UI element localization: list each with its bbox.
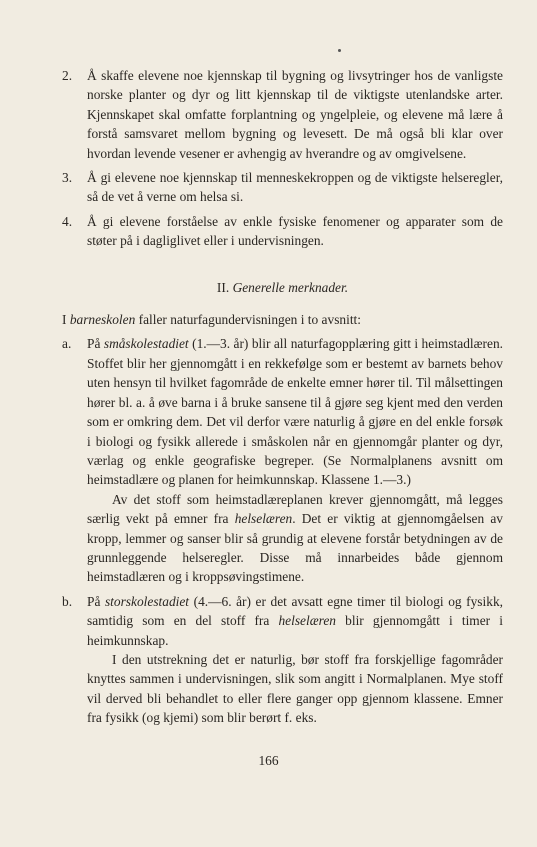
list-item: [62, 168, 503, 207]
item-text: Å skaffe elevene noe kjennskap til bygning og livsytringer hos de vanligste norske planter og dyr og litt kjennskap til de viktigste utenlandske arter. Kjennskapet skal omfatte forplantning og yngelpleie, og elevene må lære å forstå samsvaret mellom bygning og levesett. De må også bli klar over hvordan levende vesener er avhengig av hverandre og av omgivelsene.: [87, 68, 503, 161]
item-number: 4.: [62, 213, 73, 229]
term-italic: småskolestadiet: [103, 336, 189, 352]
text-span: . Det er viktig at gjennomgåelsen av kropp, lemmer og sanser blir så grundig at elevene forstår betydningen av de grunnleggende helseregler. Disse må innarbeides både gjennom heimstadlæren og i kroppsøvingstimene.: [87, 511, 503, 585]
term-italic: helselæren: [234, 511, 293, 527]
section-title: Generelle merknader.: [232, 279, 349, 295]
subsection-label: b.: [62, 593, 73, 609]
page-number: 166: [258, 753, 279, 768]
intro-paragraph: [62, 310, 503, 329]
intro-term: barneskolen: [69, 312, 136, 328]
item-text: Å gi elevene noe kjennskap til menneskekroppen og de viktigste helseregler, så de vet å verne om helsa si.: [87, 170, 503, 205]
subsection-paragraph: [87, 334, 503, 489]
body-text: [62, 66, 503, 733]
subsection-paragraph: [87, 490, 503, 587]
subsection-b: [62, 592, 503, 728]
text-span: (1.—3. år) blir all naturfagopplæring gitt i heimstadlæren. Stoffet blir her gjennomgått i en rekkefølge som er bestemt av barnets behov uten hensyn til hvilket fagområde de enkelte emner hører til. Til målsettingen hører bl. a. å øve barna i å bruke sansene til å gjøre seg kjent med den verden som er omkring dem. Det vil derfor være naturlig å gjøre en del enkle forsøk i biologi og fysikk allerede i småskolen når en gjennomgår planter og dyr, værlag og enkle geografiske begreper. (Se Normalplanens avsnitt om heimstadlære og planen for heimkunnskap. Klassene 1.—3.): [87, 336, 503, 488]
speck-mark: [338, 49, 341, 52]
intro-prefix: I: [62, 312, 70, 328]
section-numeral: II.: [216, 279, 230, 295]
subsection-paragraph: I den utstrekning det er naturlig, bør stoff fra forskjellige fagområder knyttes sammen i undervisningen, slik som angitt i Normalplanen. Mye stoff vil derved bli behandlet to eller flere ganger opp gjennom klassene. Emner fra fysikk (og kjemi) som blir berørt f. eks.: [87, 651, 503, 726]
text-span: blir gjennomgått i timer i heimkunnskap.: [87, 613, 503, 648]
term-italic: storskolestadiet: [104, 593, 190, 609]
term-italic: helselæren: [278, 613, 337, 629]
item-text: Å gi elevene forståelse av enkle fysiske fenomener og apparater som de støter på i dagliglivet eller i undervisningen.: [87, 213, 503, 249]
subsection-paragraph: [87, 592, 503, 650]
list-item: [62, 66, 503, 163]
text-span: Av det stoff som heimstadlæreplanen krever gjennomgått, må legges særlig vekt på emner fra: [87, 491, 503, 527]
text-span: (4.—6. år) er det avsatt egne timer til biologi og fysikk, samtidig som en del stoff fra: [87, 593, 503, 629]
text-span: På: [87, 336, 104, 352]
intro-rest: faller naturfagundervisningen i to avsnitt:: [135, 312, 361, 328]
subsection-a: [62, 334, 503, 586]
text-span: På: [87, 593, 105, 609]
item-number: 2.: [62, 68, 73, 83]
item-number: 3.: [62, 170, 73, 186]
section-heading: [62, 278, 503, 297]
subsection-label: a.: [62, 336, 72, 352]
list-item: [62, 212, 503, 251]
